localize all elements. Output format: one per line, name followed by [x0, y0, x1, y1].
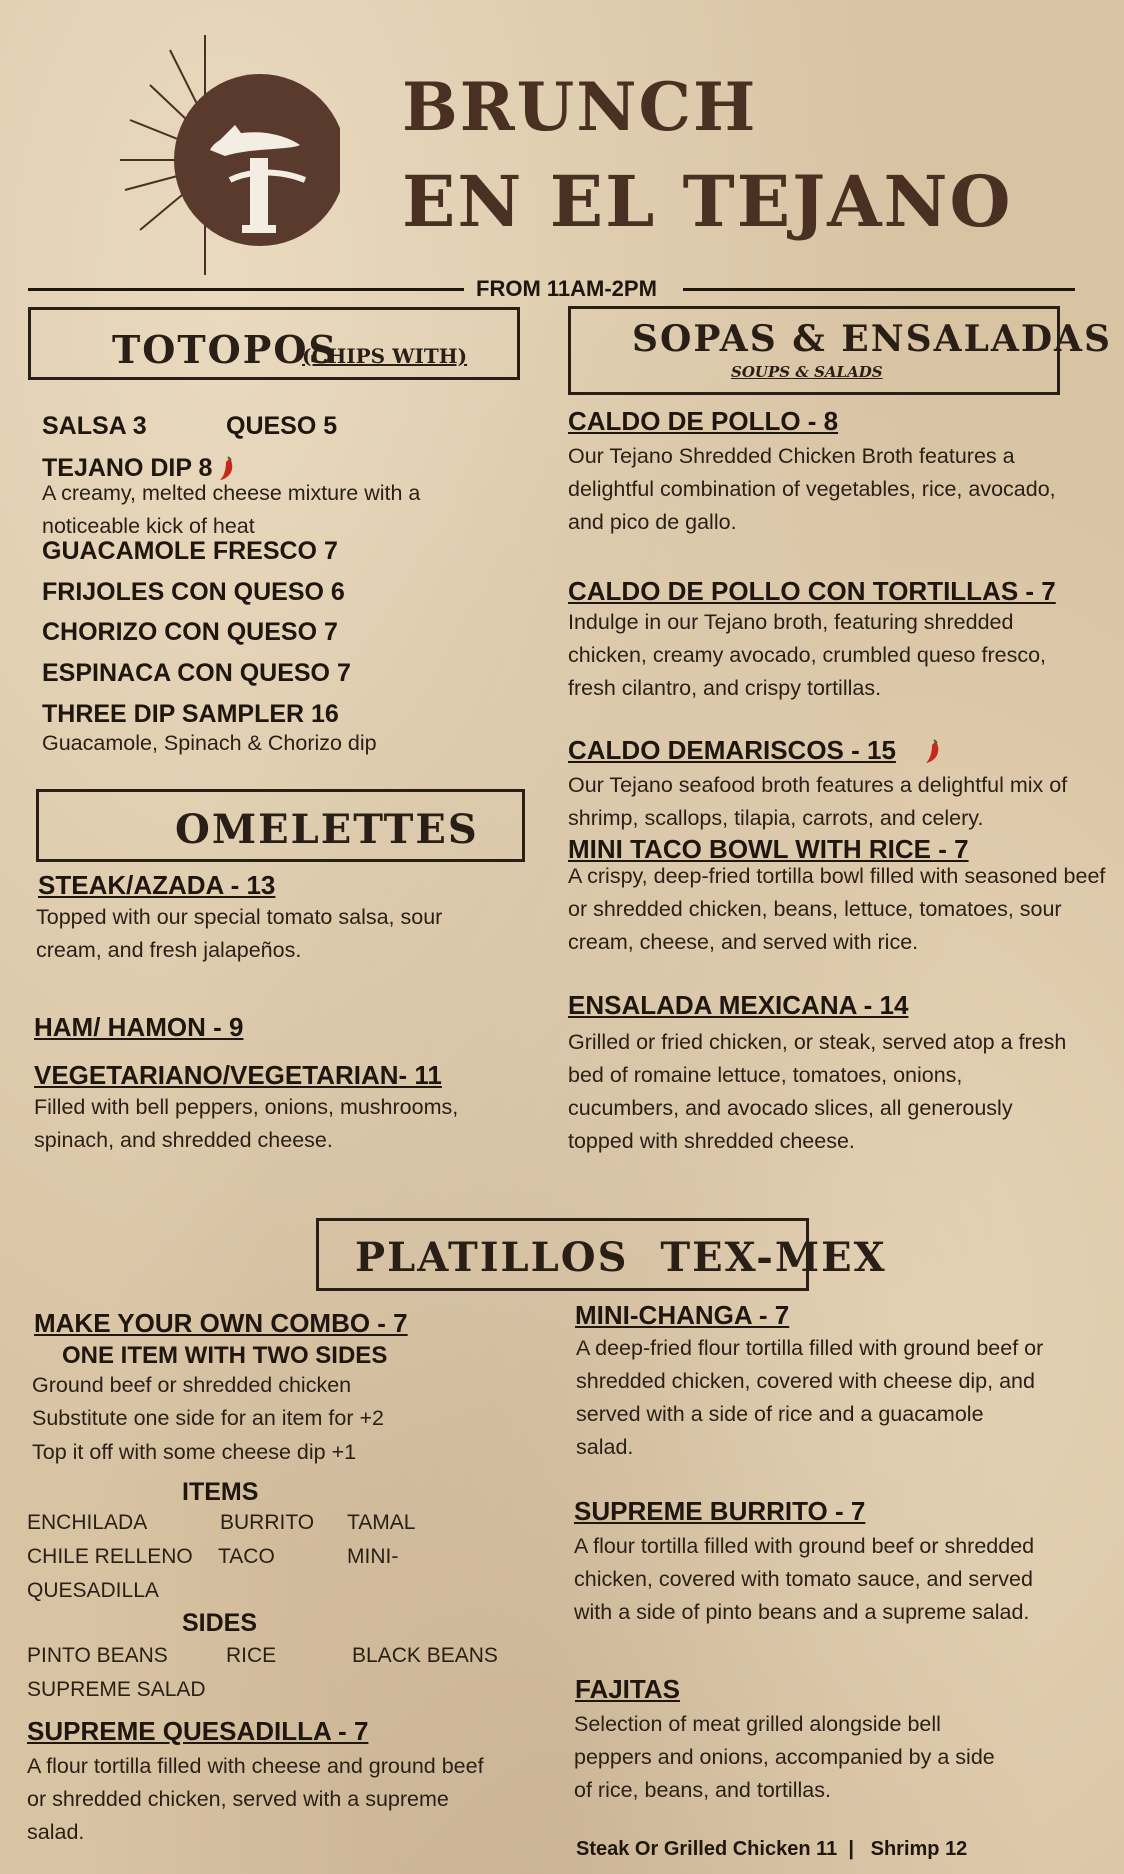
totopos-subtitle: (CHIPS WITH) [302, 344, 468, 368]
side-supreme-salad: SUPREME SALAD [27, 1678, 206, 1701]
caldo-tortillas-desc: Indulge in our Tejano broth, featuring shredded chicken, creamy avocado, crumbled queso fresco, fresh cilantro, and crispy tortillas. [568, 610, 1047, 700]
quesadilla-name: SUPREME QUESADILLA - 7 [27, 1716, 369, 1746]
item-burrito: BURRITO [220, 1511, 315, 1534]
hours-divider-right [683, 288, 1075, 291]
combo-line-1: Ground beef or shredded chicken [32, 1373, 352, 1397]
guacamole-item: GUACAMOLE FRESCO 7 [42, 537, 338, 565]
item-tamal: TAMAL [347, 1511, 416, 1534]
vegetarian-omelette-desc: Filled with bell peppers, onions, mushrooms, spinach, and shredded cheese. [34, 1095, 459, 1152]
fajitas-prices: Steak Or Grilled Chicken 11 | Shrimp 12 [576, 1838, 968, 1860]
changa-name: MINI-CHANGA - 7 [575, 1300, 790, 1330]
chorizo-item: CHORIZO CON QUESO 7 [42, 618, 338, 646]
caldo-pollo-name: CALDO DE POLLO - 8 [568, 406, 839, 436]
sopas-title: SOPAS & ENSALADAS [632, 318, 1112, 360]
totopos-title: TOTOPOS [112, 327, 338, 372]
changa-desc: A deep-fried flour tortilla filled with ground beef or shredded chicken, covered with cheese dip, and served with a side of rice and a guacamole salad. [576, 1336, 1044, 1459]
quesadilla-desc: A flour tortilla filled with cheese and ground beef or shredded chicken, served with a supreme salad. [27, 1754, 484, 1844]
hours-divider-left [28, 288, 464, 291]
side-pinto-beans: PINTO BEANS [27, 1644, 168, 1667]
combo-line-2: Substitute one side for an item for +2 [32, 1406, 384, 1430]
combo-line-3: Top it off with some cheese dip +1 [32, 1440, 357, 1464]
item-enchilada: ENCHILADA [27, 1511, 148, 1534]
title-line-1: BRUNCH [402, 68, 758, 146]
salsa-item: SALSA 3 [42, 412, 147, 440]
item-quesadilla: QUESADILLA [27, 1579, 159, 1602]
steak-omelette-name: STEAK/AZADA - 13 [38, 870, 276, 900]
taco-bowl-desc: A crispy, deep-fried tortilla bowl filled with seasoned beef or shredded chicken, beans, lettuce, tomatoes, sour cream, cheese, and served with rice. [568, 864, 1106, 954]
omelettes-title: OMELETTES [175, 806, 479, 853]
ensalada-name: ENSALADA MEXICANA - 14 [568, 990, 909, 1020]
ensalada-desc: Grilled or fried chicken, or steak, served atop a fresh bed of romaine lettuce, tomatoes, onions, cucumbers, and avocado slices, all generously topped with shredded cheese. [568, 1030, 1067, 1153]
logo [100, 30, 340, 280]
side-black-beans: BLACK BEANS [352, 1644, 498, 1667]
hot-pepper-icon [924, 739, 942, 765]
vegetarian-omelette-name: VEGETARIANO/VEGETARIAN- 11 [34, 1060, 442, 1090]
tejano-dip-name: TEJANO DIP 8 [42, 454, 213, 482]
burrito-name: SUPREME BURRITO - 7 [574, 1496, 866, 1526]
platillos-title: PLATILLOS TEX-MEX [355, 1234, 887, 1281]
item-mini: MINI- [347, 1545, 399, 1568]
caldo-mariscos-desc: Our Tejano seafood broth features a delightful mix of shrimp, scallops, tilapia, carrots, and celery. [568, 773, 1068, 830]
sides-title: SIDES [182, 1609, 258, 1637]
caldo-tortillas-name: CALDO DE POLLO CON TORTILLAS - 7 [568, 576, 1056, 606]
espinaca-item: ESPINACA CON QUESO 7 [42, 659, 351, 687]
frijoles-item: FRIJOLES CON QUESO 6 [42, 578, 345, 606]
item-taco: TACO [218, 1545, 275, 1568]
three-dip-desc: Guacamole, Spinach & Chorizo dip [42, 731, 377, 755]
taco-bowl-name: MINI TACO BOWL WITH RICE - 7 [568, 834, 969, 864]
tejano-dip-desc: A creamy, melted cheese mixture with a noticeable kick of heat [42, 481, 421, 538]
title-line-2: EN EL TEJANO [402, 160, 1013, 243]
sopas-subtitle: SOUPS & SALADS [731, 363, 883, 381]
fajitas-name: FAJITAS [575, 1674, 680, 1704]
burrito-desc: A flour tortilla filled with ground beef or shredded chicken, covered with tomato sauce, and served with a side of pinto beans and a supreme salad. [574, 1534, 1035, 1624]
fajitas-desc: Selection of meat grilled alongside bell peppers and onions, accompanied by a side of rice, beans, and tortillas. [574, 1712, 995, 1802]
caldo-mariscos-item [568, 735, 942, 766]
ham-omelette-name: HAM/ HAMON - 9 [34, 1012, 244, 1042]
combo-subtitle: ONE ITEM WITH TWO SIDES [62, 1342, 388, 1369]
caldo-pollo-desc: Our Tejano Shredded Chicken Broth features a delightful combination of vegetables, rice, avocado, and pico de gallo. [568, 444, 1056, 534]
steak-omelette-desc: Topped with our special tomato salsa, sour cream, and fresh jalapeños. [36, 905, 443, 962]
hours-text: FROM 11AM-2PM [476, 276, 657, 301]
caldo-mariscos-name: CALDO DEMARISCOS - 15 [568, 735, 896, 765]
combo-name: MAKE YOUR OWN COMBO - 7 [34, 1308, 408, 1338]
items-title: ITEMS [182, 1478, 259, 1506]
side-rice: RICE [226, 1644, 277, 1667]
queso-item: QUESO 5 [226, 412, 338, 440]
three-dip-item: THREE DIP SAMPLER 16 [42, 700, 339, 728]
item-chile-relleno: CHILE RELLENO [27, 1545, 193, 1568]
